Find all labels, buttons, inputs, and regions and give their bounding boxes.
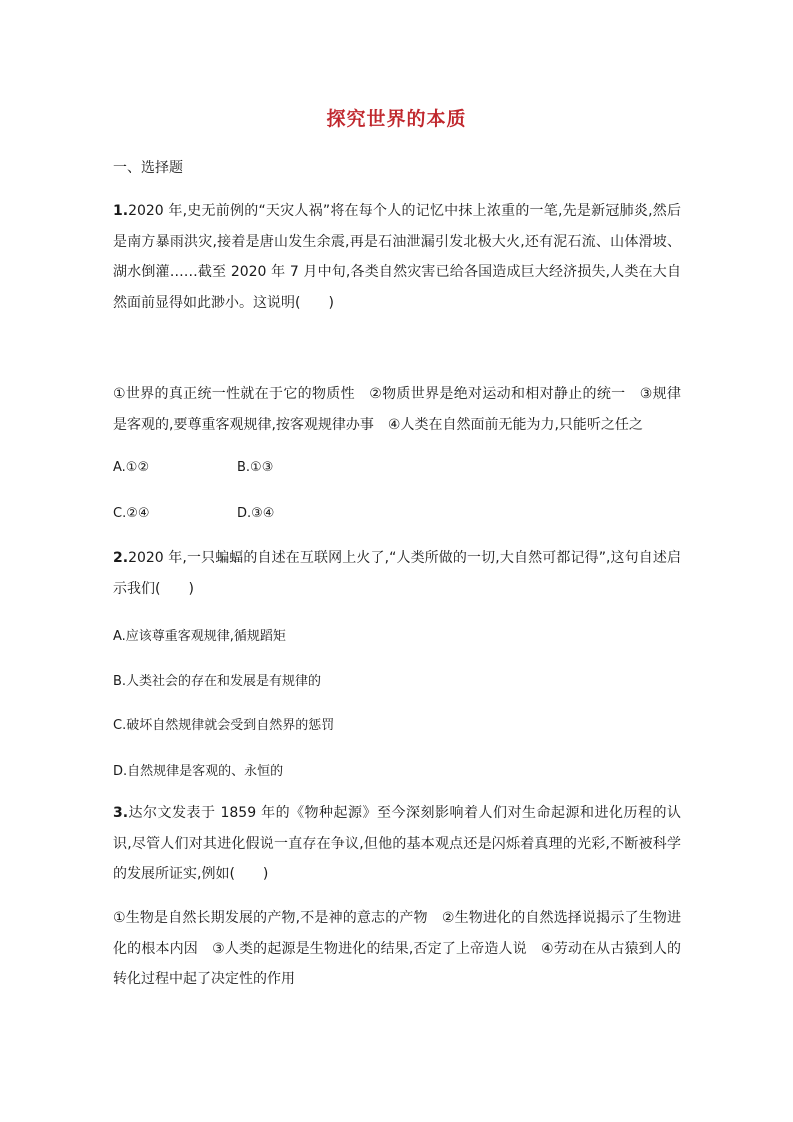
- question-2-option-d[interactable]: D.自然规律是客观的、永恒的: [113, 764, 284, 779]
- question-2-text: 2020 年,一只蝙蝠的自述在互联网上火了,“人类所做的一切,大自然可都记得”,这句自述启示我们( ): [113, 550, 681, 597]
- question-2-option-a[interactable]: A.应该尊重客观规律,循规蹈矩: [113, 629, 286, 644]
- question-3-statements: ①生物是自然长期发展的产物,不是神的意志的产物 ②生物进化的自然选择说揭示了生物进化的根本内因 ③人类的起源是生物进化的结果,否定了上帝造人说 ④劳动在从古猿到人的转化过程中起了决定性的作用: [113, 910, 681, 987]
- question-3-number: 3.: [113, 805, 129, 821]
- question-1-option-c[interactable]: C.②④: [113, 506, 150, 521]
- question-1-option-a[interactable]: A.①②: [113, 460, 150, 475]
- question-1-option-b[interactable]: B.①③: [237, 460, 274, 475]
- question-3-text: 达尔文发表于 1859 年的《物种起源》至今深刻影响着人们对生命起源和进化历程的认识,尽管人们对其进化假说一直存在争议,但他的基本观点还是闪烁着真理的光彩,不断被科学的发展所证实,例如( ): [113, 805, 681, 882]
- question-1: [113, 196, 681, 318]
- question-1-option-d[interactable]: D.③④: [237, 506, 275, 521]
- question-2-option-c[interactable]: C.破坏自然规律就会受到自然界的惩罚: [113, 718, 335, 733]
- question-2: [113, 543, 681, 604]
- question-2-option-b[interactable]: B.人类社会的存在和发展是有规律的: [113, 674, 322, 689]
- question-1-text: 2020 年,史无前例的“天灾人祸”将在每个人的记忆中抹上浓重的一笔,先是新冠肺炎,然后是南方暴雨洪灾,接着是唐山发生余震,再是石油泄漏引发北极大火,还有泥石流、山体滑坡、湖水倒灌……截至 2020 年 7 月中旬,各类自然灾害已给各国造成巨大经济损失,人类在大自然面前显得如此渺小。这说明( ): [113, 203, 681, 311]
- page-title: 探究世界的本质: [326, 108, 467, 130]
- section-heading: 一、选择题: [113, 160, 183, 176]
- question-1-statements: ①世界的真正统一性就在于它的物质性 ②物质世界是绝对运动和相对静止的统一 ③规律是客观的,要尊重客观规律,按客观规律办事 ④人类在自然面前无能为力,只能听之任之: [113, 386, 681, 433]
- question-3: [113, 798, 681, 890]
- question-1-number: 1.: [113, 203, 129, 219]
- question-2-number: 2.: [113, 550, 129, 566]
